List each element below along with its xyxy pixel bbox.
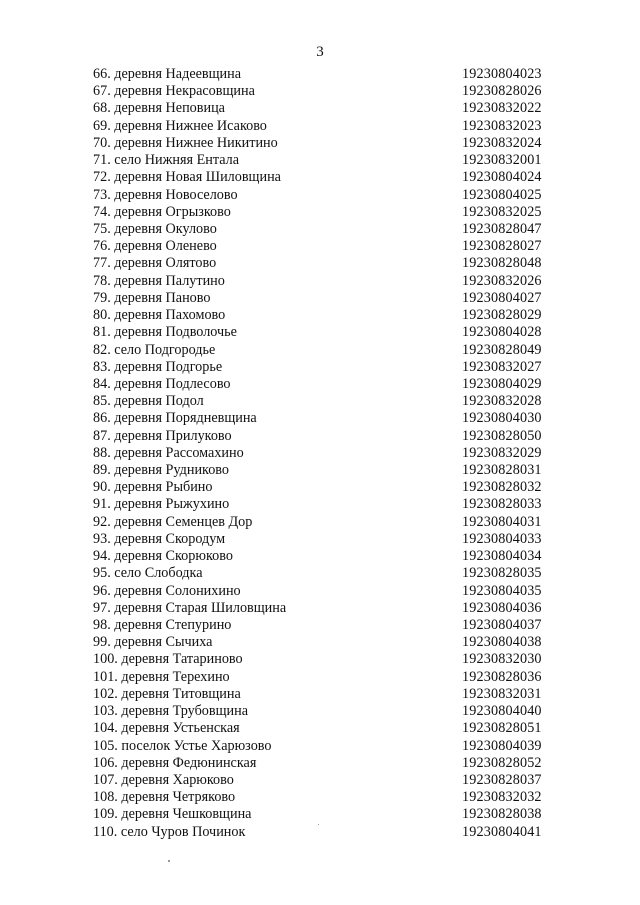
settlement-name: 66. деревня Надеевщина bbox=[93, 66, 242, 82]
list-item bbox=[93, 342, 563, 359]
settlement-code: 19230828029 bbox=[462, 307, 542, 324]
settlement-name: 94. деревня Скорюково bbox=[93, 548, 233, 565]
list-item bbox=[93, 376, 563, 393]
settlement-name: 100. деревня Татариново bbox=[93, 651, 243, 668]
settlement-code: 19230804041 bbox=[462, 823, 542, 840]
list-item bbox=[93, 238, 563, 255]
list-item bbox=[93, 806, 563, 823]
settlement-name: 85. деревня Подол bbox=[93, 393, 204, 410]
list-item bbox=[93, 100, 563, 117]
list-item bbox=[93, 118, 563, 135]
list-item bbox=[93, 83, 563, 100]
list-item bbox=[93, 755, 563, 772]
settlement-code: 19230832023 bbox=[462, 117, 542, 134]
list-item bbox=[93, 651, 563, 668]
settlement-name: 71. село Нижняя Ентала bbox=[93, 152, 240, 169]
settlement-code: 19230828050 bbox=[462, 427, 542, 444]
settlement-code: 19230804023 bbox=[462, 66, 542, 82]
list-item bbox=[93, 824, 563, 841]
settlement-name: 110. село Чуров Починок bbox=[93, 823, 246, 840]
settlement-code: 19230804035 bbox=[462, 582, 542, 599]
settlement-code: 19230832028 bbox=[462, 393, 542, 410]
settlement-name: 82. село Подгородье bbox=[93, 341, 216, 358]
list-item bbox=[93, 359, 563, 376]
settlement-code: 19230804033 bbox=[462, 530, 542, 547]
list-item bbox=[93, 789, 563, 806]
list-item bbox=[93, 617, 563, 634]
settlement-code: 19230804037 bbox=[462, 617, 542, 633]
settlement-name: 77. деревня Олятово bbox=[93, 255, 217, 272]
settlement-name: 72. деревня Новая Шиловщина bbox=[93, 169, 281, 186]
list-item bbox=[93, 393, 563, 410]
settlement-code: 19230828048 bbox=[462, 255, 542, 272]
scan-speck bbox=[168, 860, 170, 862]
settlement-code: 19230828035 bbox=[462, 565, 542, 582]
settlement-code: 19230828027 bbox=[462, 238, 542, 255]
settlement-code: 19230832001 bbox=[462, 152, 542, 169]
list-item bbox=[93, 634, 563, 651]
settlement-code: 19230804038 bbox=[462, 634, 542, 651]
settlement-list bbox=[93, 66, 563, 841]
settlement-code: 19230828033 bbox=[462, 496, 542, 513]
settlement-name: 74. деревня Огрызково bbox=[93, 203, 231, 220]
settlement-name: 97. деревня Старая Шиловщина bbox=[93, 599, 287, 616]
settlement-name: 75. деревня Окулово bbox=[93, 220, 217, 237]
settlement-name: 83. деревня Подгорье bbox=[93, 358, 223, 375]
settlement-code: 19230828049 bbox=[462, 341, 542, 358]
settlement-name: 81. деревня Подволочье bbox=[93, 324, 237, 341]
settlement-code: 19230828051 bbox=[462, 720, 542, 737]
settlement-name: 101. деревня Терехино bbox=[93, 668, 230, 685]
list-item bbox=[93, 479, 563, 496]
settlement-code: 19230804024 bbox=[462, 169, 542, 186]
settlement-code: 19230804039 bbox=[462, 737, 542, 754]
list-item bbox=[93, 135, 563, 152]
settlement-name: 109. деревня Чешковщина bbox=[93, 806, 252, 823]
settlement-name: 70. деревня Нижнее Никитино bbox=[93, 134, 278, 151]
list-item bbox=[93, 152, 563, 169]
list-item bbox=[93, 669, 563, 686]
scan-speck bbox=[318, 824, 319, 825]
settlement-code: 19230804034 bbox=[462, 548, 542, 565]
list-item bbox=[93, 428, 563, 445]
settlement-code: 19230804029 bbox=[462, 375, 542, 392]
settlement-name: 69. деревня Нижнее Исаково bbox=[93, 117, 267, 134]
settlement-name: 104. деревня Устьенская bbox=[93, 720, 240, 737]
settlement-code: 19230832030 bbox=[462, 651, 542, 668]
settlement-name: 99. деревня Сычиха bbox=[93, 634, 213, 651]
list-item bbox=[93, 169, 563, 186]
settlement-name: 106. деревня Федюнинская bbox=[93, 754, 257, 771]
settlement-code: 19230804036 bbox=[462, 599, 542, 616]
list-item bbox=[93, 548, 563, 565]
settlement-code: 19230828031 bbox=[462, 462, 542, 479]
settlement-code: 19230804040 bbox=[462, 703, 542, 720]
settlement-code: 19230832022 bbox=[462, 100, 542, 117]
list-item bbox=[93, 565, 563, 582]
settlement-name: 68. деревня Неповица bbox=[93, 100, 225, 117]
settlement-code: 19230832029 bbox=[462, 444, 542, 461]
settlement-code: 19230828032 bbox=[462, 479, 542, 496]
list-item bbox=[93, 410, 563, 427]
settlement-code: 19230804031 bbox=[462, 513, 542, 530]
settlement-code: 19230804028 bbox=[462, 324, 542, 341]
list-item bbox=[93, 583, 563, 600]
settlement-code: 19230832032 bbox=[462, 789, 542, 806]
settlement-name: 108. деревня Четряково bbox=[93, 789, 236, 806]
list-item bbox=[93, 720, 563, 737]
list-item bbox=[93, 686, 563, 703]
settlement-code: 19230804025 bbox=[462, 186, 542, 203]
list-item bbox=[93, 290, 563, 307]
settlement-name: 96. деревня Солонихино bbox=[93, 582, 241, 599]
settlement-code: 19230828052 bbox=[462, 754, 542, 771]
settlement-code: 19230832025 bbox=[462, 203, 542, 220]
list-item bbox=[93, 187, 563, 204]
list-item bbox=[93, 66, 563, 83]
list-item bbox=[93, 324, 563, 341]
settlement-name: 103. деревня Трубовщина bbox=[93, 703, 249, 720]
list-item bbox=[93, 703, 563, 720]
settlement-name: 98. деревня Степурино bbox=[93, 617, 232, 633]
settlement-name: 89. деревня Рудниково bbox=[93, 462, 230, 479]
list-item bbox=[93, 445, 563, 462]
list-item bbox=[93, 255, 563, 272]
list-item bbox=[93, 531, 563, 548]
list-item bbox=[93, 273, 563, 290]
settlement-code: 19230804030 bbox=[462, 410, 542, 427]
settlement-name: 86. деревня Порядневщина bbox=[93, 410, 257, 427]
list-item bbox=[93, 307, 563, 324]
settlement-code: 19230828038 bbox=[462, 806, 542, 823]
settlement-name: 95. село Слободка bbox=[93, 565, 203, 582]
settlement-name: 76. деревня Оленево bbox=[93, 238, 217, 255]
settlement-name: 93. деревня Скородум bbox=[93, 530, 226, 547]
settlement-code: 19230832026 bbox=[462, 272, 542, 289]
list-item bbox=[93, 738, 563, 755]
settlement-name: 87. деревня Прилуково bbox=[93, 427, 232, 444]
settlement-name: 102. деревня Титовщина bbox=[93, 685, 241, 702]
settlement-name: 88. деревня Рассомахино bbox=[93, 444, 244, 461]
list-item bbox=[93, 772, 563, 789]
settlement-code: 19230828047 bbox=[462, 220, 542, 237]
settlement-name: 79. деревня Паново bbox=[93, 289, 211, 306]
settlement-name: 67. деревня Некрасовщина bbox=[93, 83, 255, 100]
settlement-code: 19230804027 bbox=[462, 289, 542, 306]
settlement-name: 90. деревня Рыбино bbox=[93, 479, 213, 496]
settlement-name: 84. деревня Подлесово bbox=[93, 375, 231, 392]
settlement-code: 19230832031 bbox=[462, 685, 542, 702]
list-item bbox=[93, 221, 563, 238]
settlement-name: 78. деревня Палутино bbox=[93, 272, 225, 289]
settlement-code: 19230832027 bbox=[462, 358, 542, 375]
settlement-code: 19230828036 bbox=[462, 668, 542, 685]
page-number: 3 bbox=[316, 44, 324, 60]
list-item bbox=[93, 496, 563, 513]
settlement-code: 19230828026 bbox=[462, 83, 542, 100]
settlement-name: 105. поселок Устье Харюзово bbox=[93, 737, 272, 754]
settlement-name: 92. деревня Семенцев Дор bbox=[93, 513, 253, 530]
settlement-code: 19230832024 bbox=[462, 134, 542, 151]
settlement-code: 19230828037 bbox=[462, 771, 542, 788]
list-item bbox=[93, 204, 563, 221]
settlement-name: 107. деревня Харюково bbox=[93, 771, 234, 788]
settlement-name: 73. деревня Новоселово bbox=[93, 186, 238, 203]
list-item bbox=[93, 462, 563, 479]
settlement-name: 80. деревня Пахомово bbox=[93, 307, 226, 324]
list-item bbox=[93, 514, 563, 531]
list-item bbox=[93, 600, 563, 617]
settlement-name: 91. деревня Рыжухино bbox=[93, 496, 230, 513]
